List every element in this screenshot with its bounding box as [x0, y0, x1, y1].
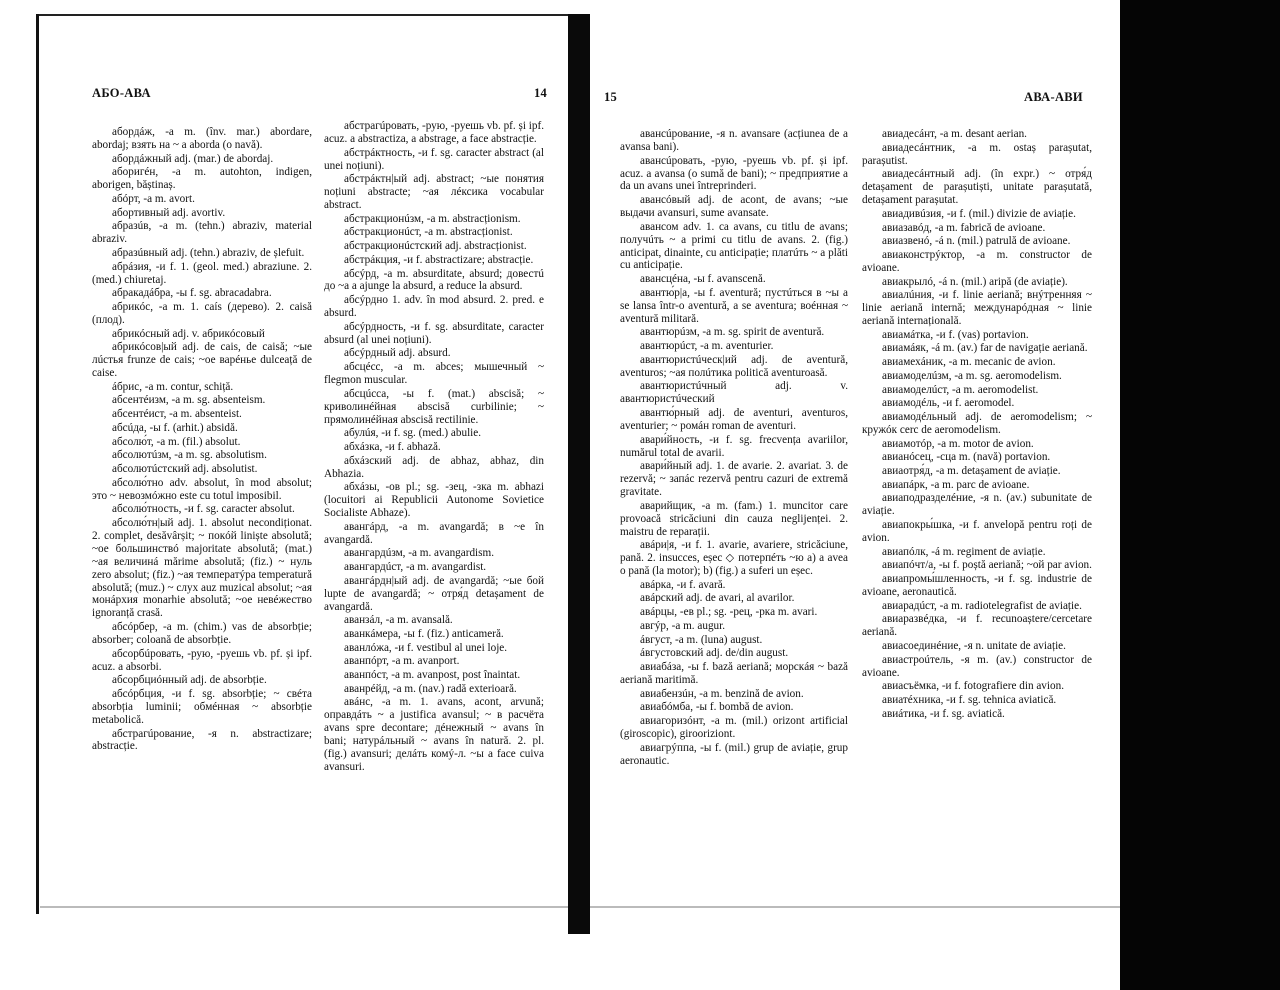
dictionary-entry: аварийщик, -а m. (fam.) 1. muncitor care provoacă stricăciuni din cauza neglijenței. 2. maistru de reparații. [620, 499, 848, 538]
dictionary-entry: авангáрдн|ый adj. de avangardă; ~ые бой lupte de avangardă; ~ отря́д detașament de avangardă. [324, 574, 544, 613]
dictionary-entry: абордáж, -а m. (înv. mar.) abordare, abordaj; взять на ~ a aborda (o navă). [92, 126, 312, 151]
dictionary-entry: абсорбúровать, -рую, -руешь vb. pf. și ipf. acuz. a absorbi. [92, 647, 312, 673]
scan-left-edge [36, 14, 39, 914]
right-page [590, 16, 1120, 906]
dictionary-entry: авиамехáник, -а m. mecanic de avion. [882, 356, 1056, 369]
dictionary-entry: авиагрýппа, -ы f. (mil.) grup de aviație, grup aeronautic. [620, 741, 848, 767]
dictionary-entry: абсолю́тн|ый adj. 1. absolut necondiționat. 2. complet, desăvârșit; ~ покóй liniște absolută; ~ое большинствó majoritate absolută; (mat.) ~ая величинá mărime absolută; (fiz.) ~ нуль zero absolut; (fiz.) ~ая температýра temperatură absolută; (muz.) ~ слух auz muzical absolut; ~ая монáрхия monarhie absolută; ~ое невéжество ignoranță crasă. [92, 517, 312, 620]
dictionary-entry: абсолю́т, -а m. (fil.) absolut. [112, 435, 241, 448]
left-page [40, 16, 568, 906]
dictionary-entry: авиагоризóнт, -а m. (mil.) orizont artificial (giroscopic), girooriziont. [620, 715, 848, 740]
dictionary-entry: абрáзия, -и f. 1. (geol. med.) abraziune. 2. (med.) chiuretaj. [92, 260, 312, 286]
dictionary-entry: авиамодéльный adj. de aeromodelism; ~ кружóк cerc de aeromodelism. [862, 410, 1092, 436]
page-bottom-edge-right [590, 906, 1120, 908]
dictionary-entry: авиазавóд, -а m. fabrică de avioane. [882, 221, 1046, 234]
dictionary-entry: абстрáктн|ый adj. abstract; ~ые понятия noțiuni abstracte; ~ая лéксика vocabular abstract. [324, 173, 544, 212]
dictionary-entry: абортивный adj. avortiv. [112, 206, 226, 219]
dictionary-entry: авиамодéль, -и f. aeromodel. [882, 397, 1015, 410]
dictionary-entry: абсýрдно 1. adv. în mod absurd. 2. pred. e absurd. [324, 294, 544, 320]
dictionary-entry: авáнс, -а m. 1. avans, acont, arvună; оправдáть ~ a justifica avansul; ~ в расчёта avans spre decontare; дéнежный ~ avans în bani; натурáльный ~ avans în natură. 2. pl. (fig.) avansuri; делáть комý-л. ~ы a face cuiva avansuri. [324, 696, 544, 774]
dictionary-entry: авиаразвéдка, -и f. recunoaștere/cercetare aeriană. [862, 613, 1092, 639]
dictionary-entry: авансцéна, -ы f. avanscenă. [640, 273, 766, 286]
dictionary-entry: абстрáкция, -и f. abstractizare; abstracție. [344, 253, 534, 266]
dictionary-entry: абстрагúрование, -я n. abstractizare; abstracție. [92, 727, 312, 753]
dictionary-entry: авиалúния, -и f. linie aeriană; внýтренняя ~ linie aeriană internă; междунарóдная ~ linie aeriană internațională. [862, 289, 1092, 328]
dictionary-entry: авáри|я, -и f. 1. avarie, avariere, stricăciune, pană. 2. insucces, eșec ◇ потерпéть ~ю a) a avea o pană (la motor); b) (fig.) a suferi un eșec. [620, 539, 848, 578]
dictionary-entry: авиадесáнтник, -а m. ostaș parașutat, parașutist. [862, 141, 1092, 167]
dictionary-entry: авиапромы́шленность, -и f. sg. industrie de avioane, aeronautică. [862, 573, 1092, 598]
dictionary-entry: авари́йный adj. 1. de avarie. 2. avariat. 3. de rezervă; ~ запáс rezervă pentru cazuri de extremă gravitate. [620, 460, 848, 499]
dictionary-entry: абсентéизм, -а m. sg. absenteism. [112, 394, 266, 407]
dictionary-entry: авиадесáнт, -а m. desant aerian. [882, 128, 1027, 140]
dictionary-entry: авангардúст, -а m. avangardist. [344, 561, 487, 574]
dictionary-entry: авиáтика, -и f. sg. aviatică. [882, 707, 1005, 720]
dictionary-column-left [92, 126, 312, 753]
dictionary-entry: авáрка, -и f. avară. [640, 578, 726, 591]
dictionary-entry: авиакрылó, -á n. (mil.) aripă (de aviație). [882, 275, 1068, 288]
dictionary-entry: абстрагúровать, -рую, -руешь vb. pf. și ipf. acuz. a abstractiza, a abstrage, a face abstracție. [324, 120, 544, 145]
dictionary-entry: авиамотóр, -а m. motor de avion. [882, 437, 1034, 450]
dictionary-entry: авиамоделúст, -а m. aeromodelist. [882, 383, 1039, 396]
dictionary-entry: авантю́рный adj. de aventuri, aventuros, aventurier; ~ ромáн roman de aventuri. [620, 407, 848, 432]
dictionary-column-left [620, 128, 848, 767]
dictionary-entry: авантюрúст, -а m. aventurier. [640, 340, 774, 353]
dictionary-entry: авиамáяк, -á m. (av.) far de navigație aeriană. [882, 342, 1088, 355]
page-number: 15 [604, 90, 618, 104]
dictionary-entry: авгýр, -а m. augur. [640, 619, 726, 632]
dictionary-entry: абсýрд, -а m. absurditate, absurd; довестú до ~а a ajunge la absurd, a reduce la absurd. [324, 267, 544, 293]
dictionary-entry: áвгустовский adj. de/din august. [640, 647, 789, 660]
dictionary-entry: абсóрбция, -и f. sg. absorbție; ~ свéта absorbția luminii; обмéнная ~ absorbție metabolică. [92, 687, 312, 726]
dictionary-entry: авиаподразделéние, -я n. (av.) subunitate de aviație. [862, 492, 1092, 518]
page-number: 14 [534, 86, 548, 100]
dictionary-entry: аванпóрт, -а m. avanport. [344, 655, 460, 668]
dictionary-entry: аванпóст, -а m. avanpost, post înaintat. [344, 669, 521, 682]
running-head: АВА-АВИ [1024, 90, 1083, 104]
dictionary-entry: авангардúзм, -а m. avangardism. [344, 547, 495, 560]
dictionary-entry: авантюрúзм, -а m. sg. spirit de aventură. [640, 326, 825, 339]
dictionary-entry: авиаконстрýктор, -а m. constructor de avioane. [862, 248, 1092, 274]
dictionary-entry: авиарадúст, -а m. radiotelegrafist de aviație. [882, 599, 1082, 612]
dictionary-entry: авиапокры́шка, -и f. anvelopă pentru roți de avion. [862, 519, 1092, 544]
dictionary-entry: абсолю́тно adv. absolut, în mod absolut; это ~ невозмóжно este cu totul imposibil. [92, 476, 312, 502]
dictionary-entry: абсорбциóнный adj. de absorbție. [112, 674, 267, 687]
dictionary-entry: авиабáза, -ы f. bază aeriană; морскáя ~ bază aeriană maritimă. [620, 660, 848, 686]
dictionary-entry: авáрцы, -ев pl.; sg. -рец, -рка m. avari. [640, 606, 818, 619]
dictionary-entry: абракадáбра, -ы f. sg. abracadabra. [112, 287, 272, 300]
dictionary-entry: абсцéсс, -а m. abces; мышечный ~ flegmon muscular. [324, 361, 544, 386]
dictionary-column-right [324, 120, 544, 774]
scan-dark-margin [1120, 0, 1280, 990]
dictionary-entry: абстракционúст, -а m. abstracționist. [344, 226, 513, 239]
dictionary-entry: абсцúсса, -ы f. (mat.) abscisă; ~ криволинéйная abscisă curbilinie; ~ прямолинéйная abscisă rectilinie. [324, 387, 544, 426]
dictionary-entry: авиазвенó, -á n. (mil.) patrulă de avioane. [882, 235, 1071, 248]
dictionary-entry: абрикóсный adj. v. абрикóсовый [112, 327, 265, 340]
dictionary-entry: аванзáл, -а m. avansală. [344, 614, 453, 627]
dictionary-entry: аванкáмера, -ы f. (fiz.) anticameră. [344, 627, 504, 640]
dictionary-entry: авантюристúческ|ий adj. de aventură, aventuros; ~ая полúтика politică aventuroasă. [620, 353, 848, 379]
dictionary-entry: авансúровать, -рую, -руешь vb. pf. și ipf. acuz. a avansa (o sumă de bani); ~ предприятие a da un avans unei întreprinderi. [620, 154, 848, 193]
dictionary-entry: авари́йность, -и f. sg. frecvența avariilor, numărul total de avarii. [620, 433, 848, 459]
dictionary-entry: áбрис, -а m. contur, schiță. [112, 380, 234, 393]
dictionary-entry: авансúрование, -я n. avansare (acțiunea de a avansa bani). [620, 128, 848, 153]
dictionary-entry: авансом adv. 1. ca avans, cu titlu de avans; получúть ~ a primi cu titlu de avans. 2. (fig.) anticipat, dinainte, cu anticipație; платúть ~ a plăti cu anticipație. [620, 220, 848, 272]
dictionary-entry: аванлóжа, -и f. vestibul al unei loje. [344, 641, 508, 654]
dictionary-entry: авиадивúзия, -и f. (mil.) divizie de aviație. [882, 207, 1076, 220]
dictionary-entry: авиабóмба, -ы f. bombă de avion. [640, 701, 794, 714]
dictionary-entry: абсолю́тность, -и f. sg. caracter absolut. [112, 503, 295, 516]
dictionary-entry: авиатéхника, -и f. sg. tehnica aviatică. [882, 693, 1057, 706]
dictionary-entry: абхáзка, -и f. abhază. [344, 440, 441, 453]
dictionary-entry: авиабензúн, -а m. benzină de avion. [640, 687, 804, 700]
dictionary-entry: áвгуст, -а m. (luna) august. [640, 633, 763, 646]
dictionary-entry: абулúя, -и f. sg. (med.) abulie. [344, 427, 482, 440]
dictionary-entry: абстрáктность, -и f. sg. caracter abstract (al unei noțiuni). [324, 146, 544, 172]
dictionary-entry: абсóрбер, -а m. (chim.) vas de absorbție; absorber; coloană de absorbție. [92, 621, 312, 646]
dictionary-entry: абóрт, -а m. avort. [112, 192, 195, 205]
dictionary-column-right [862, 128, 1092, 721]
dictionary-entry: абсýрдный adj. absurd. [344, 347, 451, 360]
dictionary-entry: абрикóс, -а m. 1. caís (дерево). 2. caisă (плод). [92, 300, 312, 326]
dictionary-entry: абордáжный adj. (mar.) de abordaj. [112, 152, 274, 165]
dictionary-entry: авиамáтка, -и f. (vas) portavion. [882, 328, 1029, 341]
dictionary-entry: авианóсец, -сца m. (navă) portavion. [882, 451, 1051, 464]
dictionary-entry: абсентéист, -а m. absenteist. [112, 408, 242, 421]
dictionary-entry: авиамоделúзм, -а m. sg. aeromodelism. [882, 369, 1062, 382]
dictionary-entry: абстракционúзм, -а m. abstracționism. [344, 212, 521, 225]
dictionary-entry: абстракционúстский adj. abstracționist. [344, 240, 527, 253]
dictionary-entry: авиасъёмка, -и f. fotografiere din avion. [882, 680, 1064, 693]
dictionary-entry: абразúвный adj. (tehn.) abraziv, de șlefuit. [112, 246, 305, 259]
dictionary-entry: аборигéн, -а m. autohton, indigen, aborigen, băștinaș. [92, 166, 312, 192]
dictionary-entry: абрикóсов|ый adj. de cais, de caisă; ~ые лúстья frunze de cais; ~ое варéнье dulceață de caise. [92, 341, 312, 380]
dictionary-entry: авиапóлк, -á m. regiment de aviație. [882, 545, 1046, 558]
dictionary-entry: авиапóчт/а, -ы f. poștă aeriană; ~ой par avion. [882, 559, 1092, 572]
dictionary-entry: авангáрд, -а m. avangardă; в ~е în avangardă. [324, 520, 544, 546]
dictionary-entry: авиасоединéние, -я n. unitate de aviație. [882, 639, 1066, 652]
dictionary-entry: авиаотря́д, -а m. detașament de aviație. [882, 465, 1061, 477]
dictionary-entry: абсолютúзм, -а m. sg. absolutism. [112, 449, 267, 462]
dictionary-entry: авантюристúчный adj. v. авантюристúческий [620, 380, 848, 406]
dictionary-entry: авантю́р|а, -ы f. aventură; пустúться в ~ы a se lansa într-o aventură, a se aventura; воéнная ~ aventură militară. [620, 286, 848, 325]
dictionary-entry: авиапáрк, -а m. parc de avioane. [882, 478, 1030, 491]
dictionary-entry: абсолютúстский adj. absolutist. [112, 463, 258, 475]
dictionary-entry: абсýрдность, -и f. sg. absurditate, caracter absurd (al unei noțiuni). [324, 320, 544, 346]
dictionary-entry: абразúв, -а m. (tehn.) abraziv, material abraziv. [92, 220, 312, 246]
dictionary-entry: абхáзский adj. de abhaz, abhaz, din Abhazia. [324, 454, 544, 480]
dictionary-entry: авиастроúтель, -я m. (av.) constructor de avioane. [862, 653, 1092, 679]
dictionary-entry: абсúда, -ы f. (arhit.) absidă. [112, 421, 238, 434]
dictionary-entry: авиадесáнтный adj. (în expr.) ~ отря́д detașament de parașutiști, unitate parașutată, detașament parașutat. [862, 168, 1092, 207]
book-gutter [568, 14, 590, 934]
running-head: АБО-АВА [92, 86, 151, 100]
page-bottom-edge-left [40, 906, 568, 908]
dictionary-entry: авáрский adj. de avari, al avarilor. [640, 592, 795, 605]
dictionary-entry: авансóвый adj. de acont, de avans; ~ые выдачи avansuri, sume avansate. [620, 194, 848, 220]
dictionary-entry: аванрéйд, -а m. (nav.) radă exterioară. [344, 682, 517, 695]
dictionary-entry: абхáзы, -ов pl.; sg. -зец, -зка m. abhazi (locuitori ai Republicii Autonome Sovietice Socialiste Abhaze). [324, 481, 544, 520]
